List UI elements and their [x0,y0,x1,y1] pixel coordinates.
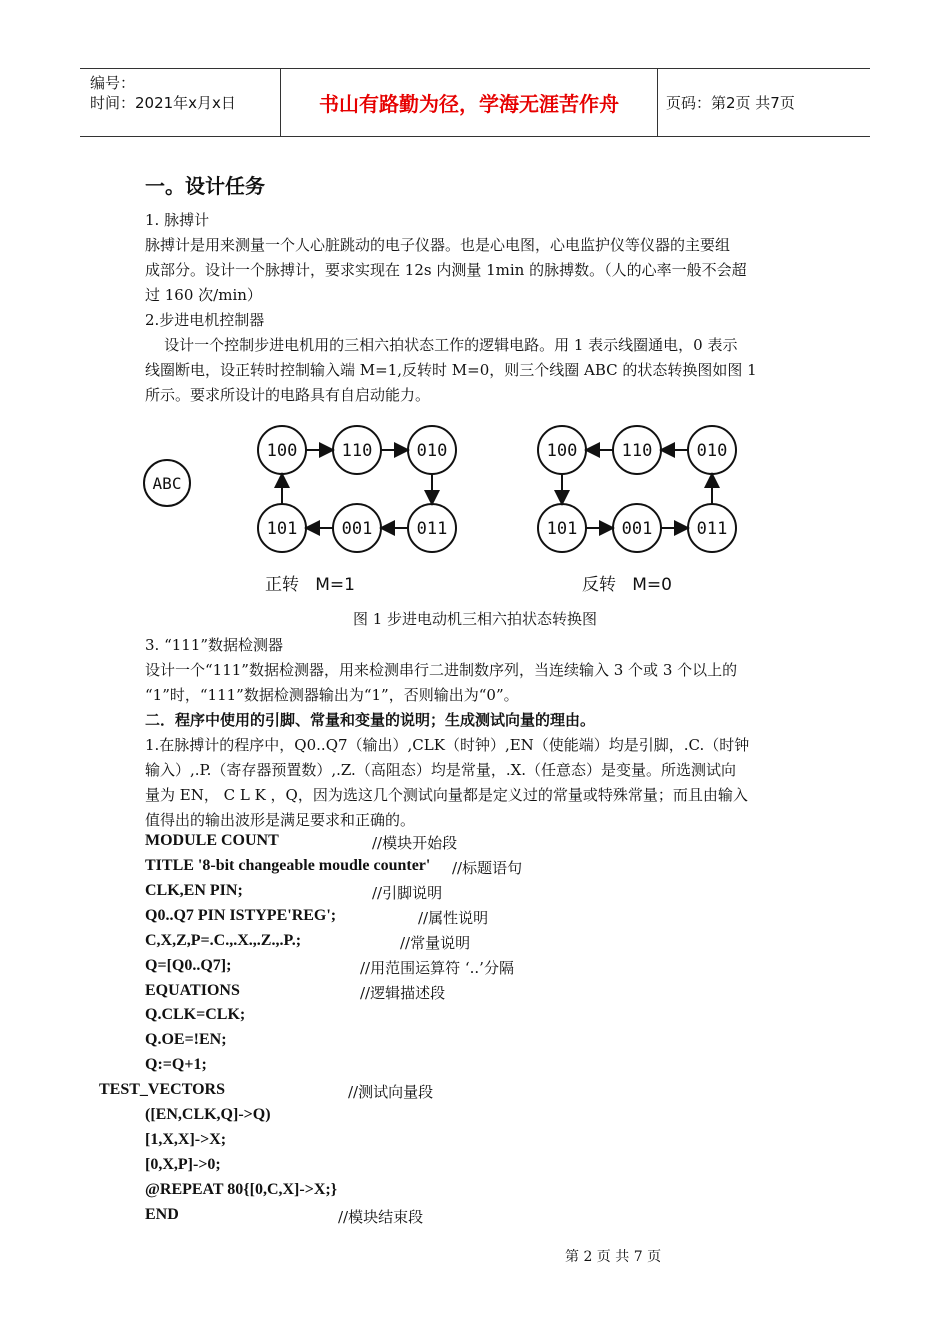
code-line: Q0..Q7 PIN ISTYPE'REG'; [145,907,337,924]
date-label: 时间：2021年x月x日 [90,94,236,112]
fwd-label-100: 100 [266,441,298,461]
item3-line1: 设计一个“111”数据检测器，用来检测串行二进制数序列，当连续输入 3 个或 3 个以上的 [145,661,738,679]
code-line: TITLE '8-bit changeable moudle counter' [145,857,431,874]
code-line: CLK,EN PIN; [145,882,243,899]
section2-line1: 1.在脉搏计的程序中，Q0..Q7（输出）,CLK（时钟）,EN（使能端）均是引脚，.C.（时钟 [145,736,750,754]
code-label: 编号： [90,74,136,92]
code-line: @REPEAT 80{[0,C,X]->X;} [145,1181,338,1198]
state-diagram [0,410,950,605]
code-line: TEST_VECTORS [99,1081,225,1098]
page-info: 页码：第2页 共7页 [666,94,795,112]
rev-label-010: 010 [696,441,728,461]
code-comment: //用范围运算符 ‘..’分隔 [360,959,514,977]
header-left-cell [80,69,281,136]
code-comment: //模块结束段 [338,1208,424,1226]
code-line: EQUATIONS [145,982,240,999]
forward-label: 正转 M=1 [265,575,355,595]
fwd-label-001: 001 [341,519,373,539]
item2-line2: 线圈断电，设正转时控制输入端 M=1,反转时 M=0，则三个线圈 ABC 的状态转换图如图 1 [145,361,757,379]
item3-title: 3. “111”数据检测器 [145,636,284,654]
item2-line1: 设计一个控制步进电机用的三相六拍状态工作的逻辑电路。用 1 表示线圈通电，0 表示 [145,336,738,354]
code-line: END [145,1206,179,1223]
figure-caption: 图 1 步进电动机三相六拍状态转换图 [352,610,598,628]
fwd-label-010: 010 [416,441,448,461]
item1-line1: 脉搏计是用来测量一个人心脏跳动的电子仪器。也是心电图，心电监护仪等仪器的主要组 [145,236,731,254]
code-line: Q.OE=!EN; [145,1031,227,1048]
code-comment: //模块开始段 [372,834,458,852]
item1-line3: 过 160 次/min） [145,286,262,304]
item1-title: 1. 脉搏计 [145,211,210,229]
fwd-label-011: 011 [416,519,448,539]
code-line: ([EN,CLK,Q]->Q) [145,1106,271,1123]
fwd-label-110: 110 [341,441,373,461]
reverse-label: 反转 M=0 [582,575,672,595]
rev-label-001: 001 [621,519,653,539]
item2-title: 2.步进电机控制器 [145,311,265,329]
code-comment: //测试向量段 [348,1083,434,1101]
fwd-label-101: 101 [266,519,298,539]
rev-label-011: 011 [696,519,728,539]
page-header [80,68,870,137]
code-line: Q:=Q+1; [145,1056,207,1073]
rev-label-110: 110 [621,441,653,461]
page-footer: 第 2 页 共 7 页 [565,1249,662,1265]
section2-title: 二．程序中使用的引脚、常量和变量的说明；生成测试向量的理由。 [145,711,596,729]
item1-line2: 成部分。设计一个脉搏计，要求实现在 12s 内测量 1min 的脉搏数。（人的心率一般不会超 [145,261,747,279]
legend-text: ABC [152,474,182,493]
item2-line3: 所示。要求所设计的电路具有自启动能力。 [145,386,431,404]
section1-title: 一。设计任务 [145,174,265,198]
code-line: Q=[Q0..Q7]; [145,957,232,974]
code-comment: //标题语句 [452,859,523,877]
rev-label-101: 101 [546,519,578,539]
code-line: Q.CLK=CLK; [145,1006,246,1023]
section2-line4: 值得出的输出波形是满足要求和正确的。 [145,811,416,829]
section2-line3: 量为 EN， C L K ，Q，因为选这几个测试向量都是定义过的常量或特殊常量；而且由输入 [145,786,748,804]
rev-label-100: 100 [546,441,578,461]
code-line: [1,X,X]->X; [145,1131,227,1148]
section2-line2: 输入）,.P.（寄存器预置数）,.Z.（高阻态）均是常量，.X.（任意态）是变量。所选测试向 [145,761,737,779]
code-comment: //引脚说明 [372,884,443,902]
motto: 书山有路勤为径，学海无涯苦作舟 [281,69,658,136]
code-line: [0,X,P]->0; [145,1156,221,1173]
code-line: C,X,Z,P=.C.,.X.,.Z.,.P.; [145,932,302,949]
item3-line2: “1”时，“111”数据检测器输出为“1”，否则输出为“0”。 [145,686,519,704]
code-comment: //属性说明 [418,909,489,927]
code-comment: //逻辑描述段 [360,984,446,1002]
code-line: MODULE COUNT [145,832,279,849]
code-comment: //常量说明 [400,934,471,952]
